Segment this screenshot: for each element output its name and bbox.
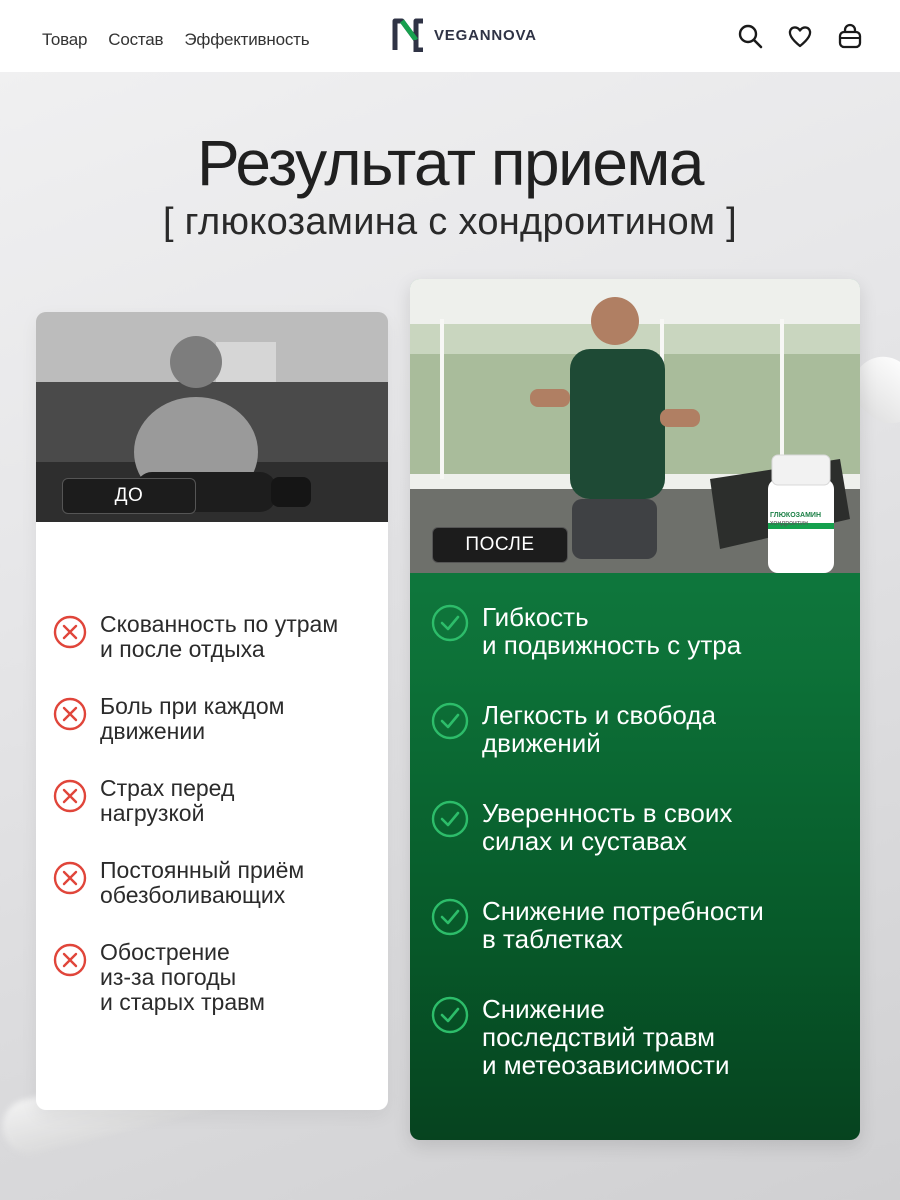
check-circle-icon <box>430 897 470 937</box>
after-item-text: Снижение потребности в таблетках <box>482 896 764 954</box>
after-item-text: Уверенность в своих силах и суставах <box>482 798 733 856</box>
nav-item-composition[interactable]: Состав <box>108 30 164 49</box>
product-name: ГЛЮКОЗАМИН <box>770 512 821 519</box>
brand-logo[interactable] <box>392 18 537 52</box>
nav-item-effectiveness[interactable]: Эффективность <box>184 30 310 49</box>
product-jar-label <box>770 512 830 528</box>
before-list-item <box>52 776 234 826</box>
check-circle-icon <box>430 701 470 741</box>
before-badge: ДО <box>62 478 196 514</box>
brand-name: VEGANNOVA <box>434 26 537 44</box>
before-item-text: Постоянный приём обезболивающих <box>100 857 305 908</box>
page-title: Результат приема <box>196 127 704 199</box>
cross-circle-icon <box>52 860 88 896</box>
before-list-item <box>52 858 304 908</box>
check-circle-icon <box>430 799 470 839</box>
before-list-item <box>52 940 265 1015</box>
after-card <box>410 279 860 1140</box>
cross-circle-icon <box>52 942 88 978</box>
logo-mark-icon <box>392 18 426 52</box>
product-subname: хондроитин <box>770 520 808 527</box>
before-item-text: Боль при каждом движении <box>100 693 285 744</box>
after-list-item <box>430 799 732 855</box>
cross-circle-icon <box>52 614 88 650</box>
after-item-text: Гибкость и подвижность с утра <box>482 602 742 660</box>
after-list-item <box>430 995 729 1079</box>
after-photo <box>410 279 860 573</box>
header-actions <box>736 22 864 50</box>
bag-icon[interactable] <box>836 22 864 50</box>
check-circle-icon <box>430 603 470 643</box>
main-nav <box>42 30 309 50</box>
before-item-text: Обострение из-за погоды и старых травм <box>100 939 265 1015</box>
before-photo <box>36 312 388 522</box>
after-item-text: Снижение последствий травм и метеозависимости <box>482 994 730 1080</box>
after-badge: ПОСЛЕ <box>432 527 568 563</box>
before-card <box>36 312 388 1110</box>
after-list-item <box>430 603 741 659</box>
before-item-text: Скованность по утрам и после отдыха <box>100 611 339 662</box>
check-circle-icon <box>430 995 470 1035</box>
after-item-text: Легкость и свобода движений <box>482 700 716 758</box>
nav-item-product[interactable]: Товар <box>42 30 88 49</box>
after-list-item <box>430 897 764 953</box>
before-list-item <box>52 694 284 744</box>
search-icon[interactable] <box>736 22 764 50</box>
before-list-item <box>52 612 338 662</box>
heart-icon[interactable] <box>786 22 814 50</box>
after-list-item <box>430 701 716 757</box>
cross-circle-icon <box>52 696 88 732</box>
before-item-text: Страх перед нагрузкой <box>100 775 235 826</box>
page-subtitle: [ глюкозамина с хондроитином ] <box>162 201 738 243</box>
site-header <box>0 0 900 72</box>
cross-circle-icon <box>52 778 88 814</box>
